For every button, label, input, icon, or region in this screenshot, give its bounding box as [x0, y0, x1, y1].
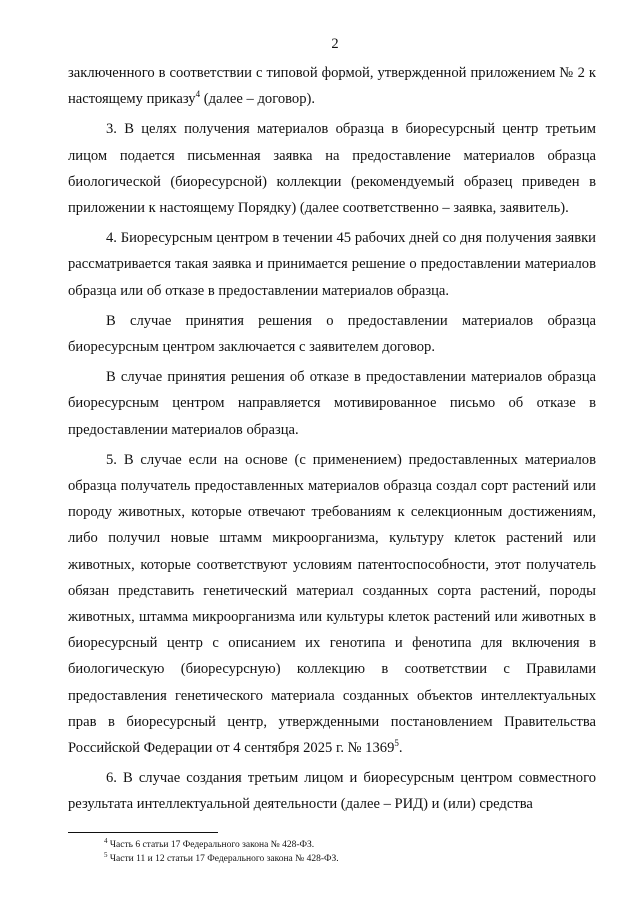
paragraph-text: заключенного в соответствии с типовой формой, утвержденной приложением № 2 к настоящему приказу	[68, 65, 596, 108]
footnote-separator	[68, 832, 218, 833]
page-number: 2	[331, 36, 339, 52]
footnote-item	[104, 838, 339, 852]
footnote-ref: 4	[195, 89, 201, 100]
body-text	[68, 60, 596, 818]
paragraph-item-4: 4. Биоресурсным центром в течении 45 рабочих дней со дня получения заявки рассматривается такая заявка и принимается решение о предоставлении материалов образца или об отказе в предоставлении материалов образца.	[68, 230, 596, 299]
paragraph-item-6: 6. В случае создания третьим лицом и биоресурсным центром совместного результата интеллектуальной деятельности (далее – РИД) и (или) средства	[68, 770, 596, 813]
paragraph-text-tail: .	[398, 740, 403, 757]
paragraph-text-tail: (далее – договор).	[200, 91, 316, 108]
paragraph-item-5	[68, 447, 596, 761]
footnote-text: Часть 6 статьи 17 Федерального закона № 428-ФЗ.	[107, 840, 315, 850]
paragraph-decision-refused: В случае принятия решения об отказе в предоставлении материалов образца биоресурсным центром направляется мотивированное письмо об отказе в предоставлении материалов образца.	[68, 369, 596, 438]
paragraph-item-3: 3. В целях получения материалов образца в биоресурсный центр третьим лицом подается письменная заявка на предоставление материалов образца биологической (биоресурсной) коллекции (рекомендуемый образец приведен в приложении к настоящему Порядку) (далее соответственно – заявка, заявитель).	[68, 121, 596, 217]
footnote-ref: 5	[394, 738, 399, 749]
footnote-item	[104, 852, 339, 866]
paragraph-text: 5. В случае если на основе (с применением) предоставленных материалов образца получатель предоставленных материалов образца создал сорт растений или породу животных, которые отвечают требованиям к селекционным достижениям, либо получил новые штамм микроорганизма, культуру клеток растений или животных, которые соответствуют условиям патентоспособности, этот получатель обязан представить генетический материал созданных сорта растений, породы животных, штамма микроорганизма или культуры клеток растений или животных в биоресурсный центр с описанием их генотипа и фенотипа для включения в биологическую (биоресурсную) коллекцию в соответствии с Правилами предоставления генетического материала созданных объектов интеллектуальных прав в биоресурсный центр, утвержденными постановлением Правительства Российской Федерации от 4 сентября 2025 г. № 1369	[68, 451, 596, 757]
footnote-mark: 4	[104, 836, 108, 845]
paragraph-continuation	[68, 60, 596, 112]
footnotes	[104, 838, 339, 866]
paragraph-decision-granted: В случае принятия решения о предоставлении материалов образца биоресурсным центром заключается с заявителем договор.	[68, 312, 596, 356]
footnote-mark: 5	[104, 850, 108, 859]
footnote-text: Части 11 и 12 статьи 17 Федерального закона № 428-ФЗ.	[107, 854, 339, 864]
